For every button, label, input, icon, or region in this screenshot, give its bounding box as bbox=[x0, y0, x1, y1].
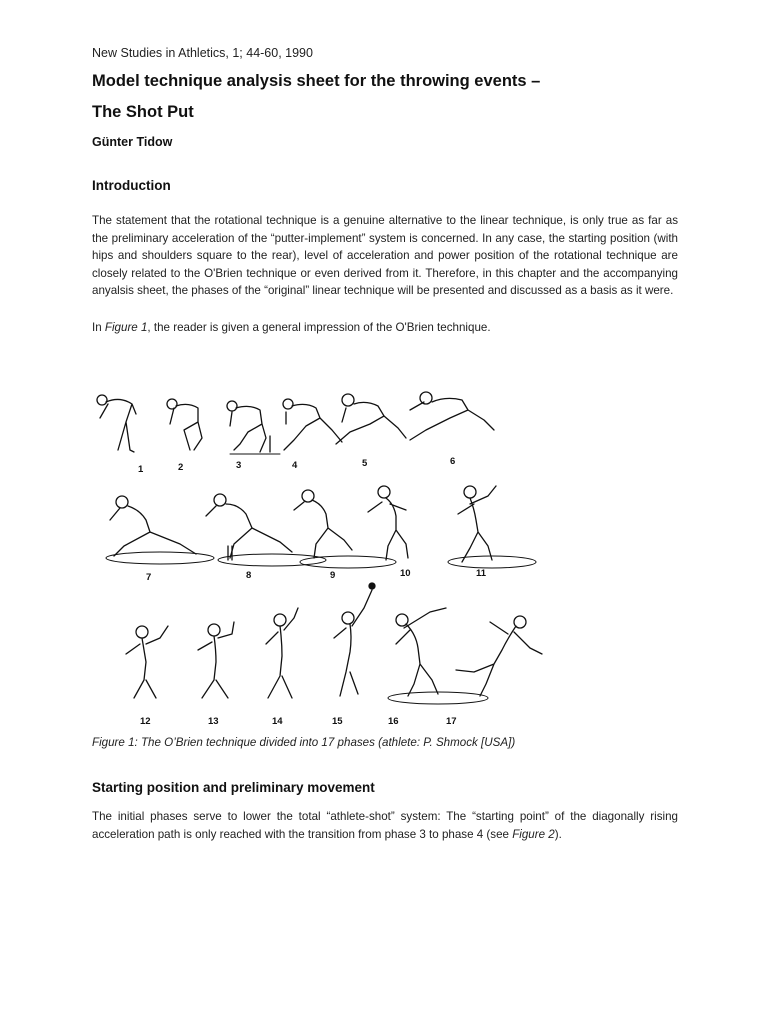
phase-14-figure bbox=[266, 608, 298, 698]
phase-10-figure bbox=[368, 486, 408, 560]
title-line-2: The Shot Put bbox=[92, 103, 194, 121]
phase-label-14: 14 bbox=[272, 716, 283, 727]
figure-1-caption: Figure 1: The O’Brien technique divided into 17 phases (athlete: P. Shmock [USA]) bbox=[92, 736, 516, 749]
phase-label-16: 16 bbox=[388, 716, 399, 727]
phase-label-11: 11 bbox=[476, 568, 487, 579]
phase-16-figure bbox=[388, 608, 488, 704]
starting-position-heading: Starting position and preliminary movement bbox=[92, 780, 375, 795]
figure-1-illustration bbox=[90, 378, 560, 730]
phase-label-8: 8 bbox=[246, 570, 252, 581]
text-pre: In bbox=[92, 321, 105, 334]
phase-label-5: 5 bbox=[362, 458, 368, 469]
starting-position-paragraph bbox=[92, 808, 678, 843]
figure-1-reference: Figure 1 bbox=[104, 321, 148, 334]
text-post: ). bbox=[554, 827, 562, 841]
phase-label-12: 12 bbox=[140, 716, 151, 727]
phase-label-1: 1 bbox=[138, 464, 144, 475]
phase-3-figure bbox=[227, 401, 280, 454]
phase-label-9: 9 bbox=[330, 570, 336, 581]
phase-label-13: 13 bbox=[208, 716, 219, 727]
phase-4-figure bbox=[283, 399, 342, 450]
phase-8-figure bbox=[206, 494, 326, 566]
phase-label-3: 3 bbox=[236, 460, 242, 471]
title-line-1: Model technique analysis sheet for the throwing events – bbox=[92, 72, 541, 90]
phase-5-figure bbox=[336, 394, 406, 444]
phase-label-17: 17 bbox=[446, 716, 457, 727]
phase-label-6: 6 bbox=[450, 456, 456, 467]
phase-label-4: 4 bbox=[292, 460, 298, 471]
phase-11-figure bbox=[448, 486, 536, 568]
phase-label-7: 7 bbox=[146, 572, 152, 583]
phase-13-figure bbox=[198, 622, 234, 698]
text-post: , the reader is given a general impression of the O'Brien technique. bbox=[147, 321, 491, 334]
phase-label-2: 2 bbox=[178, 462, 184, 473]
phase-6-figure bbox=[410, 392, 494, 440]
phase-17-figure bbox=[456, 616, 542, 696]
phase-label-10: 10 bbox=[400, 568, 411, 579]
text-pre: The initial phases serve to lower the total “athlete-shot” system: The “starting point” of the diagonally rising acceleration path is only reached with the transition from phase 3 to phase 4 (see bbox=[92, 810, 678, 841]
phase-15-figure bbox=[334, 583, 375, 696]
phase-2-figure bbox=[167, 399, 202, 450]
phase-9-figure bbox=[294, 490, 396, 568]
author-name: Günter Tidow bbox=[92, 135, 173, 149]
introduction-paragraph: The statement that the rotational technique is a genuine alternative to the linear technique, is only true as far as the preliminary acceleration of the “putter-implement” system is concerned. In any case, the starting position (with hips and shoulders square to the rear), level of acceleration and power position of the rotational technique are closely related to the O'Brien technique or even derived from it. Therefore, in this chapter and the accompanying anyalsis sheet, the phases of the “original” linear technique will be presented and discussed as a basis as it were. bbox=[92, 214, 678, 298]
phase-7-figure bbox=[106, 496, 214, 564]
introduction-figure-reference bbox=[92, 319, 678, 337]
phase-label-15: 15 bbox=[332, 716, 343, 727]
figure-2-reference: Figure 2 bbox=[512, 827, 555, 841]
phase-1-figure bbox=[97, 395, 136, 452]
phase-12-figure bbox=[126, 626, 168, 698]
journal-citation: New Studies in Athletics, 1; 44-60, 1990 bbox=[92, 46, 313, 60]
introduction-heading: Introduction bbox=[92, 178, 171, 193]
